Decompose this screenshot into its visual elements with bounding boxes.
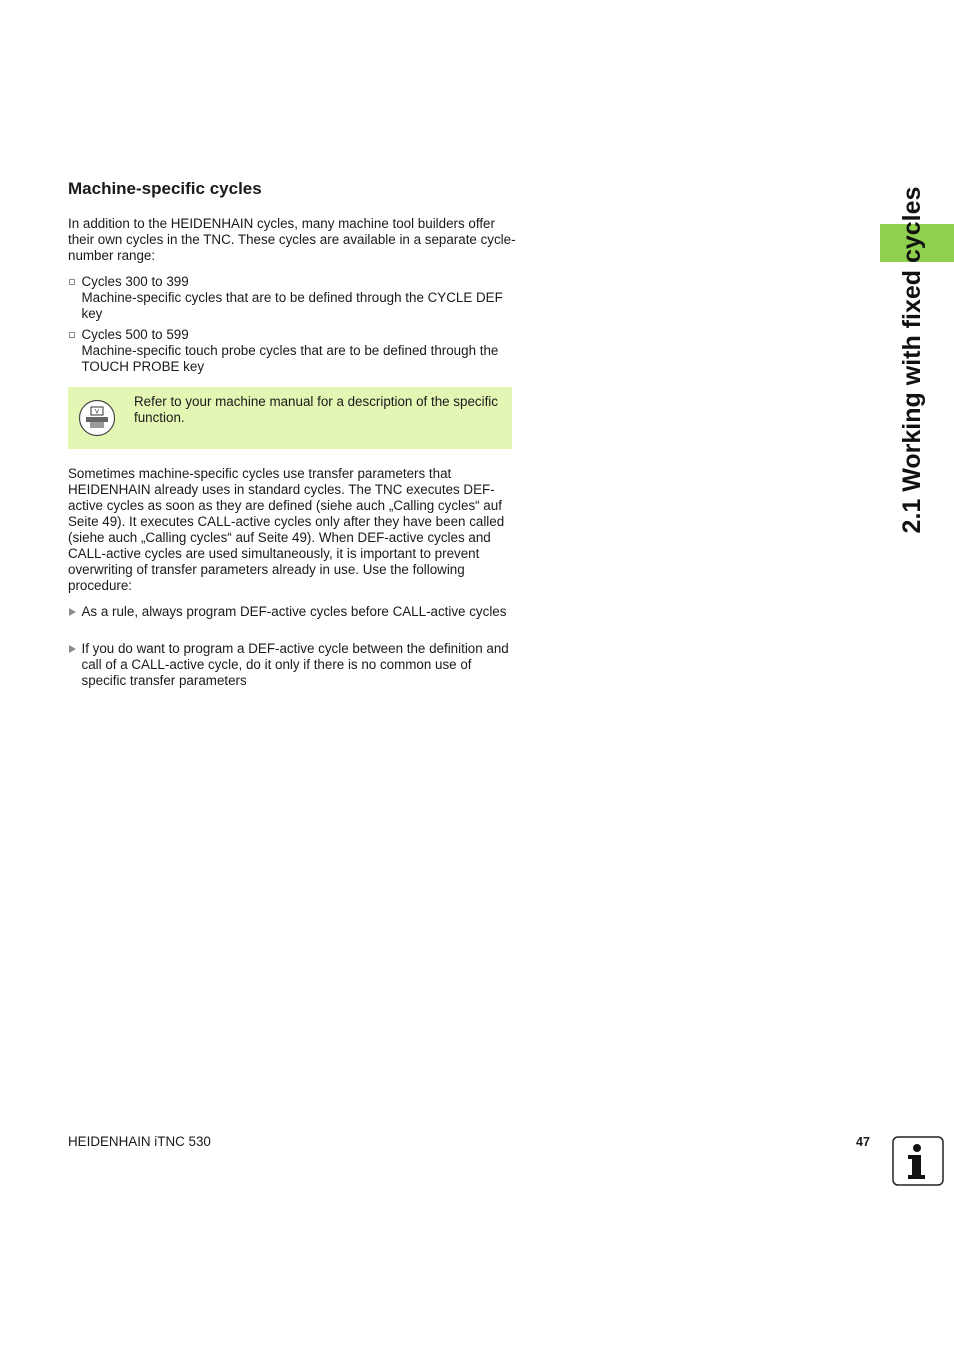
arrow-bullet-icon xyxy=(69,645,76,653)
range-description: Machine-specific touch probe cycles that are to be defined through the TOUCH PROBE key xyxy=(81,343,499,374)
list-item xyxy=(68,274,516,322)
section-heading: Machine-specific cycles xyxy=(68,179,262,198)
note-box xyxy=(68,387,512,449)
svg-text:V: V xyxy=(94,409,100,416)
chapter-title: 2.1 Working with fixed cycles xyxy=(898,186,926,534)
square-bullet-icon xyxy=(69,332,75,338)
list-item xyxy=(68,327,516,375)
info-icon xyxy=(892,1136,944,1186)
range-description: Machine-specific cycles that are to be defined through the CYCLE DEF key xyxy=(81,290,503,321)
range-title: Cycles 300 to 399 xyxy=(81,274,189,289)
note-text: Refer to your machine manual for a description of the specific function. xyxy=(134,394,498,425)
body-paragraph: Sometimes machine-specific cycles use transfer parameters that HEIDENHAIN already uses in standard cycles. The TNC executes DEF-active cycles as soon as they are defined (siehe auch „Calling cycles“ auf Seite 49). It executes CALL-active cycles only after they have been called (siehe auch „Calling cycles“ auf Seite 49). When DEF-active cycles and CALL-active cycles are used simultaneously, it is important to prevent overwriting of transfer parameters already in use. Use the following procedure: xyxy=(68,466,505,593)
square-bullet-icon xyxy=(69,279,75,285)
intro-paragraph: In addition to the HEIDENHAIN cycles, many machine tool builders offer their own cycles in the TNC. These cycles are available in a separate cycle-number range: xyxy=(68,216,516,263)
range-title: Cycles 500 to 599 xyxy=(81,327,189,342)
list-item xyxy=(68,641,516,689)
procedure-step: If you do want to program a DEF-active cycle between the definition and call of a CALL-active cycle, do it only if there is no common use of specific transfer parameters xyxy=(81,641,509,688)
page-number: 47 xyxy=(856,1135,870,1149)
list-item xyxy=(68,604,516,620)
procedure-step: As a rule, always program DEF-active cycles before CALL-active cycles xyxy=(81,604,507,619)
machine-manual-icon xyxy=(78,399,116,437)
footer-product: HEIDENHAIN iTNC 530 xyxy=(68,1134,211,1149)
arrow-bullet-icon xyxy=(69,608,76,616)
